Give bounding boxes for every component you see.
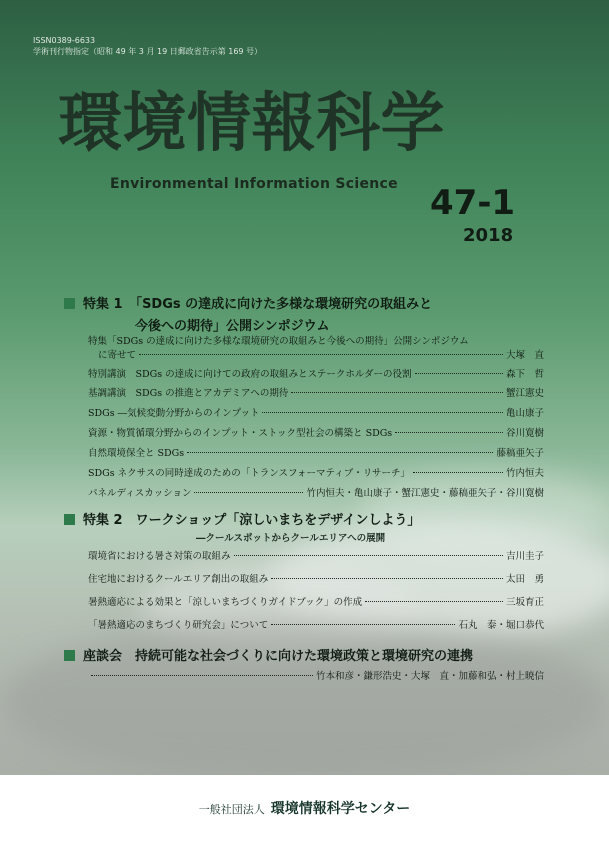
dot-leader	[365, 601, 503, 602]
dot-leader	[413, 472, 503, 473]
toc-entry: 暑熱適応による効果と「涼しいまちづくりガイドブック」の作成 三坂育正	[88, 597, 544, 608]
dot-leader	[187, 452, 493, 453]
section-marker-icon	[64, 298, 75, 309]
toc-entry: 資源・物質循環分野からのインプット・ストック型社会の構築と SDGs 谷川寛樹	[88, 428, 544, 439]
feature2-heading: 特集 2 ワークショップ「涼しいまちをデザインしよう」	[64, 509, 420, 528]
roundtable-heading: 座談会 持続可能な社会づくりに向けた環境政策と環境研究の連携	[64, 645, 473, 664]
dot-leader	[271, 578, 503, 579]
issn-number: ISSN0389-6633	[33, 36, 96, 45]
cloud-image	[0, 620, 609, 775]
dot-leader	[395, 432, 503, 433]
toc-entry: SDGs ネクサスの同時達成のための「トランスフォーマティブ・リサーチ」 竹内恒夫	[88, 468, 544, 479]
feature2-subheading: ―クールスポットからクールエリアへの展開	[196, 533, 386, 544]
dot-leader	[415, 373, 503, 374]
publisher-name: 一般社団法人 環境情報科学センター	[198, 801, 411, 817]
section-marker-icon	[64, 514, 75, 525]
dot-leader	[139, 354, 503, 355]
toc-entry-cont: に寄せて 大塚 直	[98, 350, 544, 361]
dot-leader	[271, 624, 455, 625]
toc-entry: SDGs ―気候変動分野からのインプット 亀山康子	[88, 408, 544, 419]
toc-entry: 住宅地におけるクールエリア創出の取組み 太田 勇	[88, 574, 544, 585]
journal-title-english: Environmental Information Science	[110, 176, 398, 192]
dot-leader	[262, 412, 503, 413]
dot-leader	[194, 492, 303, 493]
issue-number: 47-1	[430, 183, 516, 223]
toc-entry: 特集「SDGs の達成に向けた多様な環境研究の取組みと今後への期待」公開シンポジウム	[88, 336, 469, 347]
dot-leader	[234, 555, 503, 556]
feature1-heading: 特集 1 「SDGs の達成に向けた多様な環境研究の取組みと 今後への期待」公開シンポジウム	[64, 293, 432, 334]
postal-note: 学術刊行物指定（昭和 49 年 3 月 19 日郵政省告示第 169 号）	[33, 47, 263, 56]
toc-entry: 竹本和彦・鎌形浩史・大塚 直・加藤和弘・村上暁信	[88, 668, 544, 682]
toc-entry: パネルディスカッション 竹内恒夫・亀山康子・蟹江憲史・藤稿亜矢子・谷川寛樹	[88, 488, 544, 499]
toc-entry: 自然環境保全と SDGs 藤稿亜矢子	[88, 448, 544, 459]
toc-entry: 「暑熱適応のまちづくり研究会」について 石丸 泰・堀口恭代	[88, 620, 544, 631]
toc-entry: 基調講演 SDGs の推進とアカデミアへの期待 蟹江憲史	[88, 388, 544, 399]
issue-year: 2018	[463, 225, 514, 246]
journal-title: 環境情報科学	[58, 87, 445, 161]
toc-entry: 環境省における暑さ対策の取組み 吉川圭子	[88, 551, 544, 562]
section-marker-icon	[64, 650, 75, 661]
dot-leader	[291, 392, 503, 393]
toc-entry: 特別講演 SDGs の達成に向けての政府の取組みとステークホルダーの役割 森下 哲	[88, 369, 544, 380]
dot-leader	[91, 675, 313, 676]
issn-block	[33, 35, 262, 57]
